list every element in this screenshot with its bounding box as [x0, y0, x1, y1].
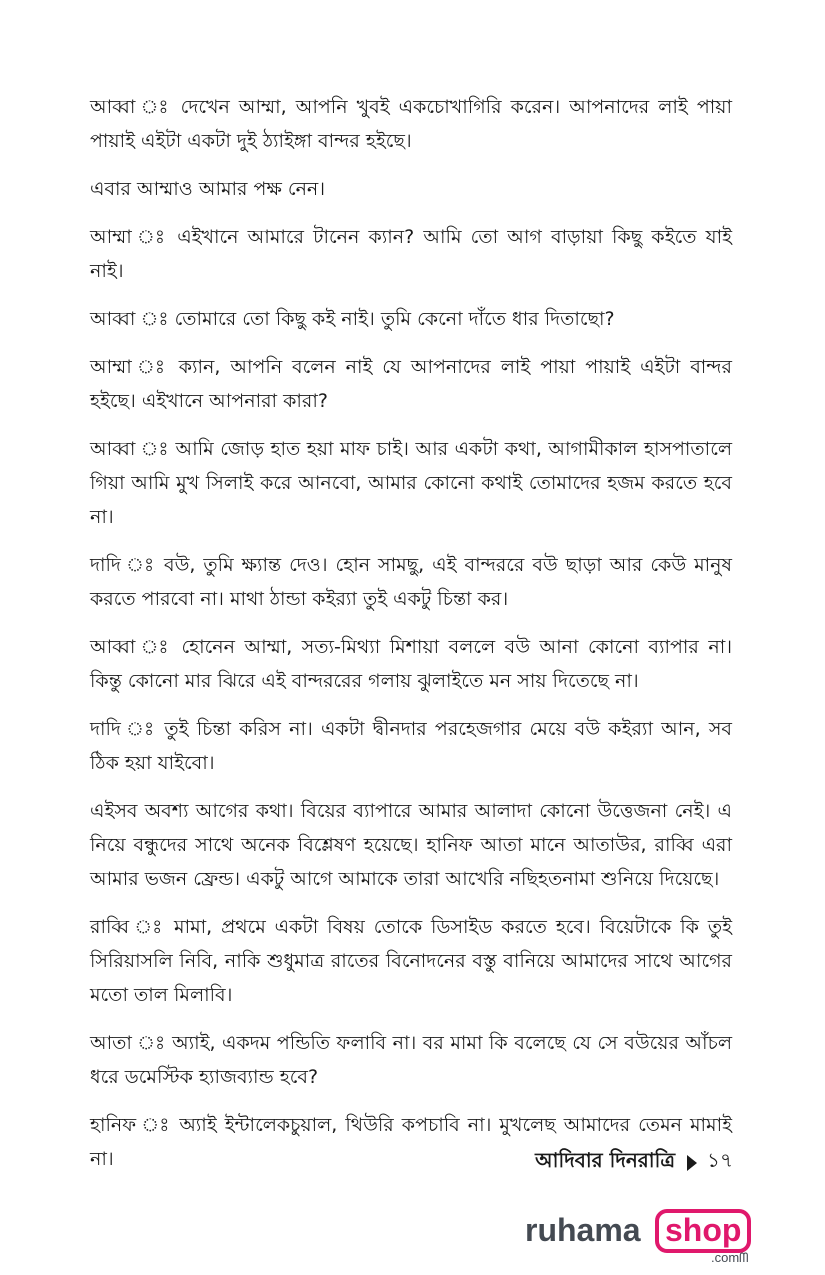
paragraph: এইসব অবশ্য আগের কথা। বিয়ের ব্যাপারে আমার আলাদা কোনো উত্তেজনা নেই। এ নিয়ে বন্ধুদের সাথে অনেক বিশ্লেষণ হয়েছে। হানিফ আতা মানে আতাউর, রাব্বি এরা আমার ভজন ফ্রেন্ড। একটু আগে আমাকে তারা আখেরি নছিহতনামা শুনিয়ে দিয়েছে।	[90, 800, 732, 890]
paragraph: আম্মা ঃ এইখানে আমারে টানেন ক্যান? আমি তো আগ বাড়ায়া কিছু কইতে যাই নাই।	[90, 226, 732, 282]
triangle-right-icon	[687, 1155, 697, 1171]
logo-brand-left: ruhama	[525, 1212, 641, 1248]
paragraph: আব্বা ঃ দেখেন আম্মা, আপনি খুবই একচোখাগিরি করেন। আপনাদের লাই পায়া পায়াই এইটা একটা দুই ঠ্যাইঙ্গা বান্দর হইছে।	[90, 96, 732, 152]
paragraph: আতা ঃ অ্যাই, একদম পন্ডিতি ফলাবি না। বর মামা কি বলেছে যে সে বউয়ের আঁচল ধরে ডমেস্টিক হ্যাজব্যান্ড হবে?	[90, 1032, 732, 1088]
page-number: ১৭	[707, 1148, 733, 1172]
page-body	[90, 90, 732, 1190]
paragraph: দাদি ঃ তুই চিন্তা করিস না। একটা দ্বীনদার পরহেজগার মেয়ে বউ কইর‍্যা আন, সব ঠিক হয়া যাইবো।	[90, 718, 732, 774]
paragraph: আম্মা ঃ ক্যান, আপনি বলেন নাই যে আপনাদের লাই পায়া পায়াই এইটা বান্দর হইছে। এইখানে আপনারা কারা?	[90, 356, 732, 412]
ruhamashop-logo	[525, 1205, 775, 1265]
paragraph: রাব্বি ঃ মামা, প্রথমে একটা বিষয় তোকে ডিসাইড করতে হবে। বিয়েটাকে কি তুই সিরিয়াসলি নিবি, নাকি শুধুমাত্র রাতের বিনোদনের বস্তু বানিয়ে আমাদের সাথে আগের মতো তাল মিলাবি।	[90, 916, 732, 1006]
paragraph: আব্বা ঃ তোমারে তো কিছু কই নাই। তুমি কেনো দাঁতে ধার দিতাছো?	[90, 308, 615, 330]
paragraph: এবার আম্মাও আমার পক্ষ নেন।	[90, 178, 326, 200]
paragraph: হানিফ ঃ অ্যাই ইন্টালেকচুয়াল, থিউরি কপচাবি না। মুখলেছ আমাদের তেমন মামাই না।	[90, 1114, 732, 1170]
paragraph: দাদি ঃ বউ, তুমি ক্ষ্যান্ত দেও। হোন সামছু, এই বান্দররে বউ ছাড়া আর কেউ মানুষ করতে পারবো না। মাথা ঠান্ডা কইর‍্যা তুই একটু চিন্তা কর।	[90, 554, 732, 610]
paragraph: আব্বা ঃ হোনেন আম্মা, সত্য-মিথ্যা মিশায়া বললে বউ আনা কোনো ব্যাপার না। কিন্তু কোনো মার ঝিরে এই বান্দররের গলায় ঝুলাইতে মন সায় দিতেছে না।	[90, 636, 732, 692]
paragraph: আব্বা ঃ আমি জোড় হাত হয়া মাফ চাই। আর একটা কথা, আগামীকাল হাসপাতালে গিয়া আমি মুখ সিলাই করে আনবো, আমার কোনো কথাই তোমাদের হজম করতে হবে না।	[90, 438, 732, 528]
logo-domain: .comᗰ	[711, 1250, 749, 1265]
running-footer	[535, 1146, 733, 1179]
book-title: আদিবার দিনরাত্রি	[535, 1148, 676, 1172]
logo-brand-right: shop	[665, 1212, 742, 1248]
